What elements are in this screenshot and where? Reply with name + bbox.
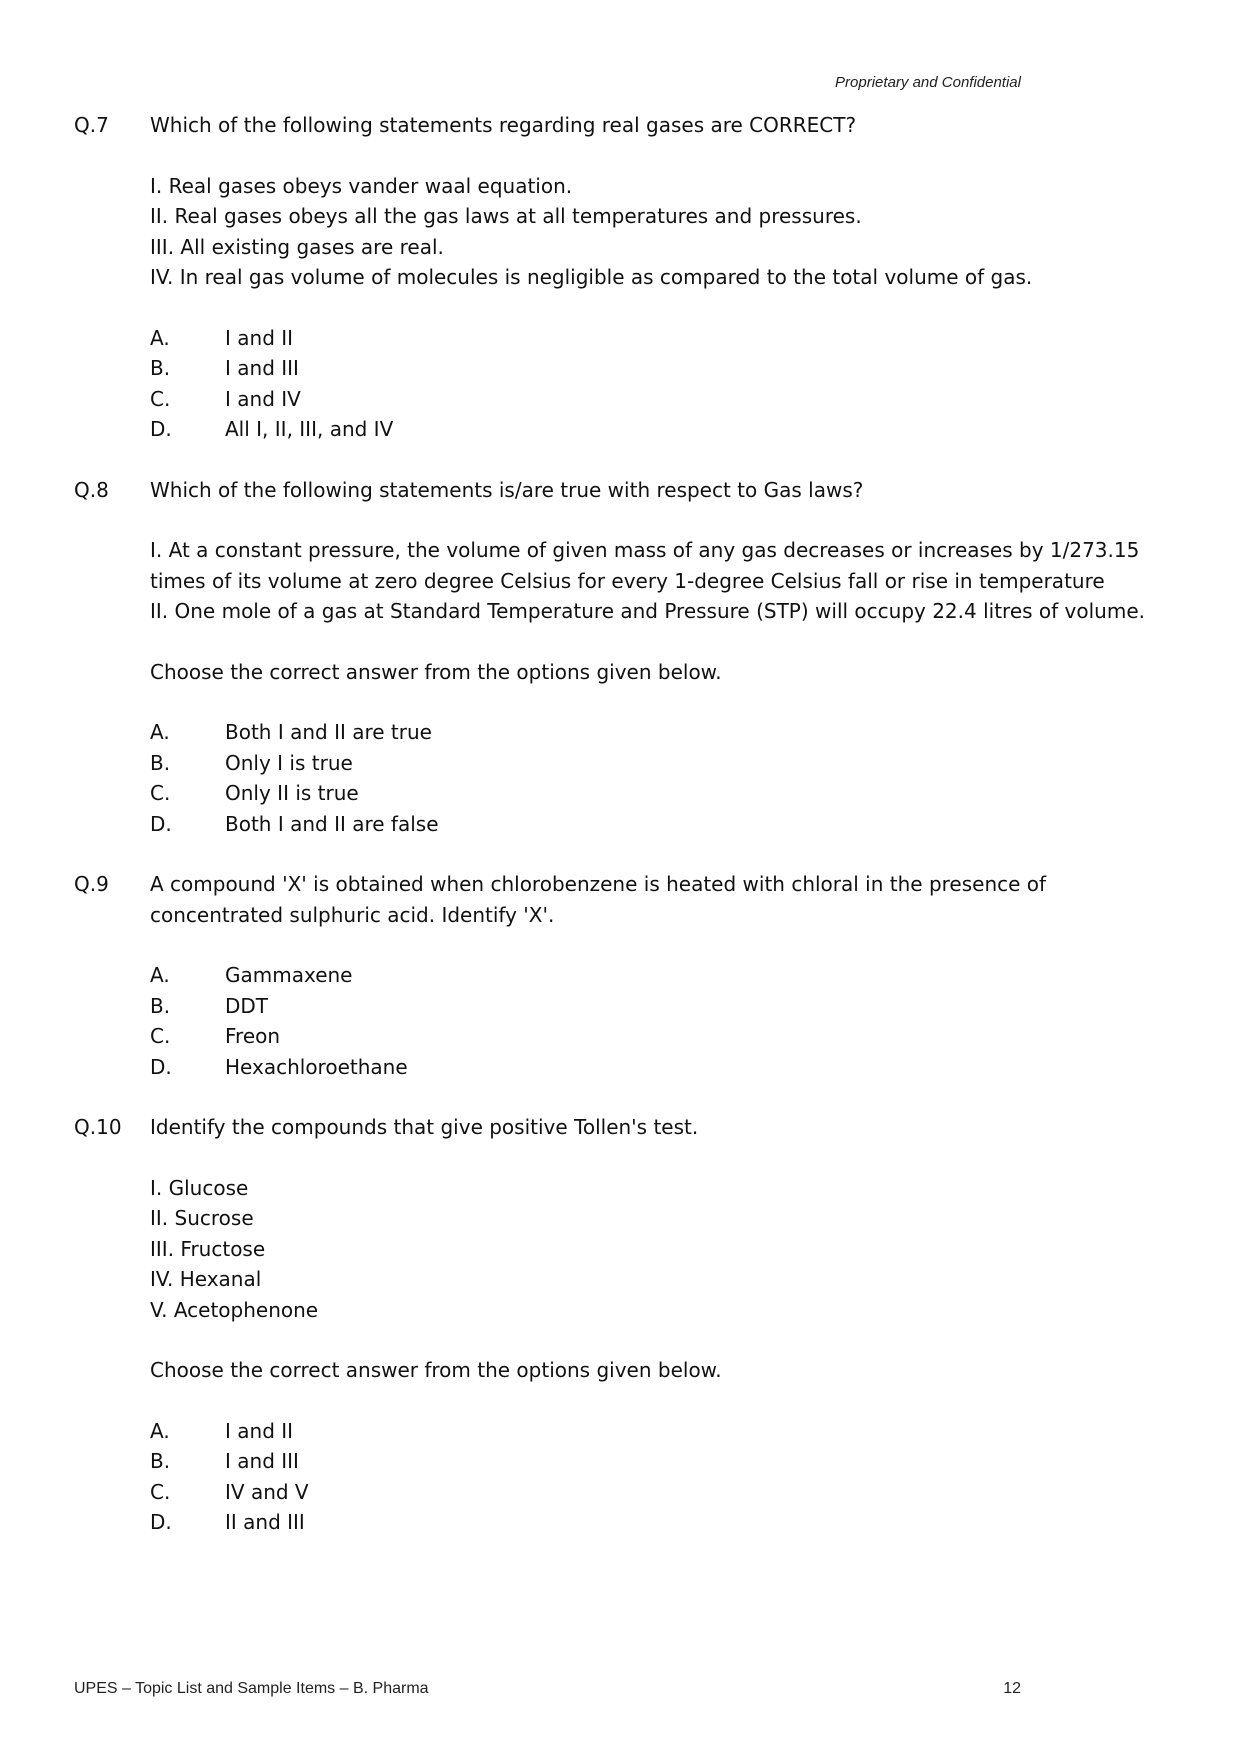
option-c: [150, 384, 1184, 415]
option-text: Hexachloroethane: [225, 1054, 408, 1079]
question-header: [74, 1112, 1184, 1143]
option-d: [150, 1507, 1184, 1538]
option-text: Gammaxene: [225, 963, 353, 987]
option-b: [150, 353, 1184, 384]
option-letter: A.: [150, 720, 170, 744]
option-letter: C.: [150, 1024, 171, 1048]
option-letter: B.: [150, 356, 171, 380]
option-list: [150, 960, 1184, 1082]
option-text: Both I and II are false: [225, 811, 439, 836]
statement: IV. In real gas volume of molecules is negligible as compared to the total volume of gas.: [150, 265, 1033, 289]
question-text: Which of the following statements is/are true with respect to Gas laws?: [150, 477, 864, 502]
option-b: [150, 991, 1184, 1022]
statement: I. Glucose: [150, 1175, 249, 1200]
option-list: [150, 1416, 1184, 1538]
option-d: [150, 809, 1184, 840]
page-number: 12: [1003, 1680, 1021, 1697]
option-letter: A.: [150, 325, 170, 350]
question-number: Q.8: [74, 477, 109, 502]
option-text: II and III: [225, 1510, 305, 1534]
option-letter: A.: [150, 963, 170, 987]
option-c: [150, 1477, 1184, 1508]
statement-list: [150, 1173, 1184, 1326]
option-text: I and II: [225, 325, 294, 350]
option-letter: D.: [150, 1054, 172, 1079]
footer-title: UPES – Topic List and Sample Items – B. Pharma: [74, 1680, 429, 1697]
statement: II. One mole of a gas at Standard Temperature and Pressure (STP) will occupy 22.4 litres of volume.: [150, 599, 1145, 623]
question-text: Identify the compounds that give positive Tollen's test.: [150, 1115, 699, 1139]
question-text: Which of the following statements regarding real gases are CORRECT?: [150, 113, 857, 137]
option-letter: A.: [150, 1418, 170, 1443]
question-number: Q.7: [74, 113, 109, 137]
statement: III. Fructose: [150, 1236, 266, 1261]
option-a: [150, 960, 1184, 991]
option-letter: B.: [150, 750, 171, 775]
option-list: [150, 323, 1184, 445]
question-text-line: A compound 'X' is obtained when chlorobenzene is heated with chloral in the presence of: [150, 872, 1047, 896]
question-text: [150, 869, 1184, 930]
instruction: Choose the correct answer from the options given below.: [150, 659, 722, 684]
option-c: [150, 778, 1184, 809]
option-letter: D.: [150, 417, 172, 441]
option-text: I and III: [225, 356, 299, 380]
statement: times of its volume at zero degree Celsius for every 1-degree Celsius fall or rise in temperature: [150, 568, 1105, 593]
option-letter: C.: [150, 386, 171, 411]
question-number: Q.10: [74, 1115, 122, 1139]
option-b: [150, 748, 1184, 779]
question-header: [74, 475, 1184, 506]
option-letter: C.: [150, 1479, 171, 1504]
option-text: I and III: [225, 1449, 299, 1473]
option-letter: D.: [150, 811, 172, 836]
option-text: IV and V: [225, 1479, 309, 1504]
option-text: I and II: [225, 1418, 294, 1443]
option-letter: B.: [150, 993, 171, 1018]
option-d: [150, 1052, 1184, 1083]
option-letter: B.: [150, 1449, 171, 1473]
header-note: Proprietary and Confidential: [835, 74, 1021, 91]
question-header: [74, 110, 1184, 141]
question-header: [74, 869, 1184, 930]
option-letter: D.: [150, 1510, 172, 1534]
option-b: [150, 1446, 1184, 1477]
question-8: [74, 475, 1184, 840]
statement: I. At a constant pressure, the volume of given mass of any gas decreases or increases by 1/273.15: [150, 538, 1140, 562]
questions-container: [74, 110, 1184, 1568]
statement: III. All existing gases are real.: [150, 234, 444, 259]
question-9: [74, 869, 1184, 1082]
question-7: [74, 110, 1184, 445]
option-a: [150, 323, 1184, 354]
option-letter: C.: [150, 781, 171, 805]
option-text: I and IV: [225, 386, 301, 411]
option-text: Both I and II are true: [225, 720, 432, 744]
question-text-line: concentrated sulphuric acid. Identify 'X'.: [150, 902, 555, 927]
statement: IV. Hexanal: [150, 1267, 262, 1291]
option-a: [150, 1416, 1184, 1447]
instruction: Choose the correct answer from the options given below.: [150, 1358, 722, 1382]
option-text: Only II is true: [225, 781, 359, 805]
statement: II. Sucrose: [150, 1206, 254, 1230]
option-a: [150, 717, 1184, 748]
question-10: [74, 1112, 1184, 1538]
statement: II. Real gases obeys all the gas laws at all temperatures and pressures.: [150, 204, 862, 228]
option-d: [150, 414, 1184, 445]
option-text: Freon: [225, 1024, 281, 1048]
statement: I. Real gases obeys vander waal equation.: [150, 173, 573, 198]
option-list: [150, 717, 1184, 839]
option-c: [150, 1021, 1184, 1052]
statement: V. Acetophenone: [150, 1297, 319, 1322]
statement-list: [150, 171, 1184, 293]
question-number: Q.9: [74, 872, 109, 896]
statement-list: [150, 535, 1184, 627]
option-text: DDT: [225, 993, 269, 1018]
option-text: Only I is true: [225, 750, 353, 775]
option-text: All I, II, III, and IV: [225, 417, 394, 441]
